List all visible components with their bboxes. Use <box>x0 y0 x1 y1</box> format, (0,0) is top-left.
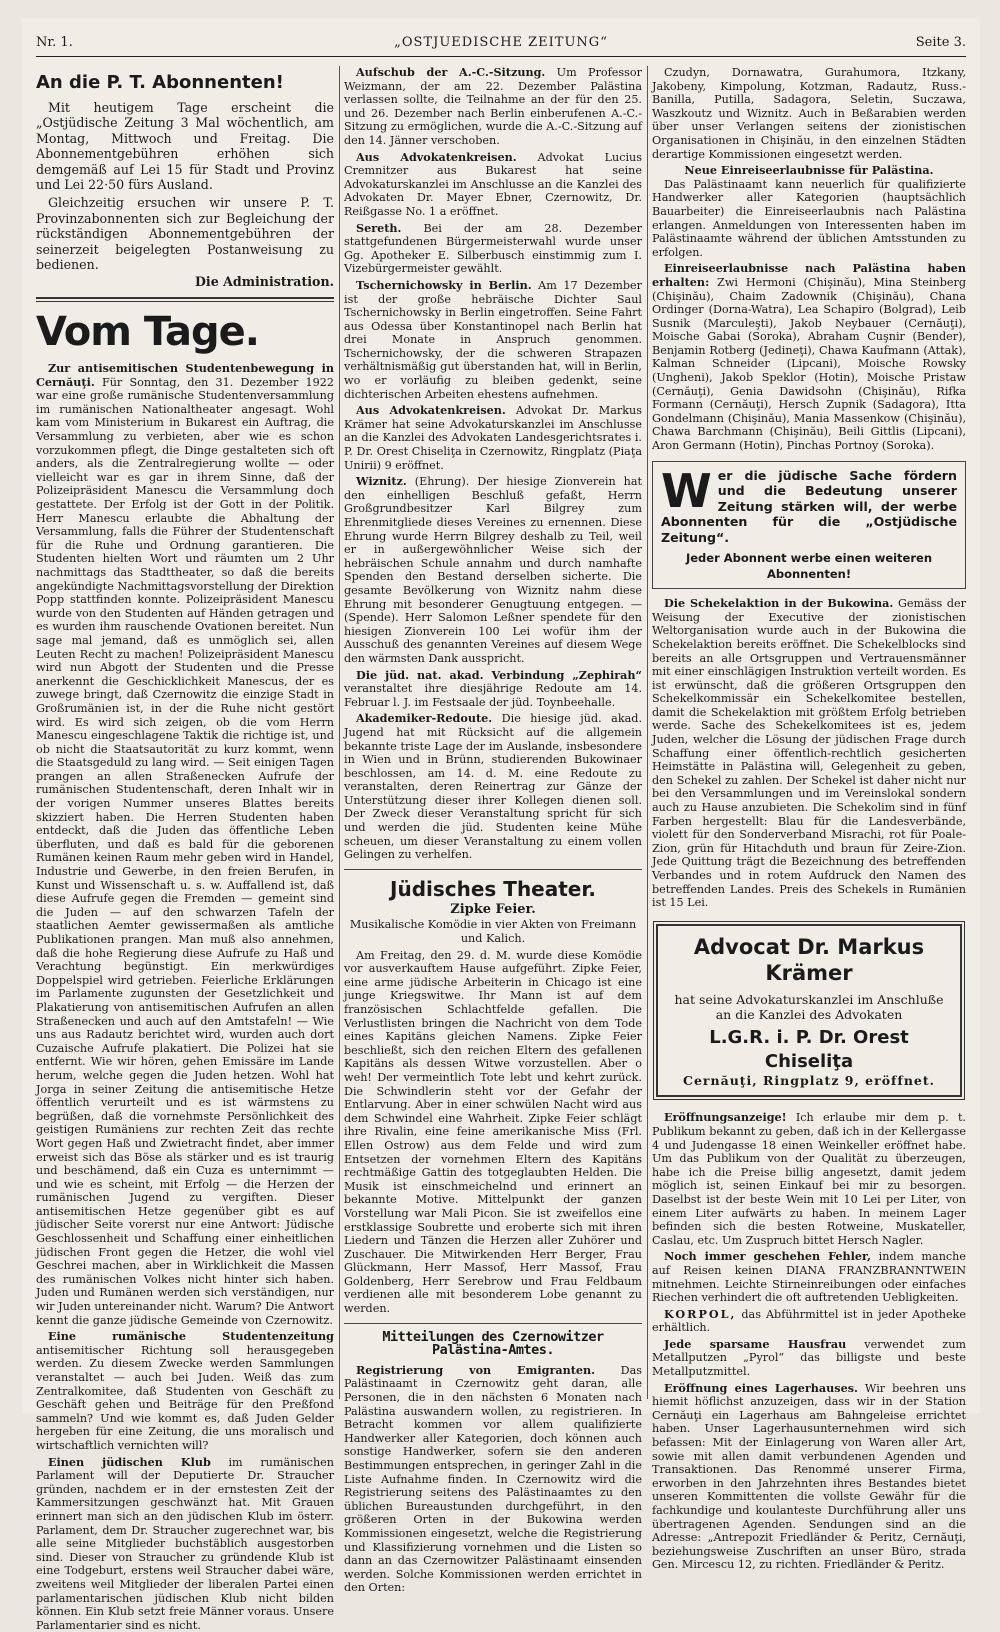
ad-korpol <box>652 1308 966 1335</box>
article-shekel <box>652 597 966 910</box>
article-lawyers-1 <box>344 151 642 219</box>
ad-title: Advocat Dr. Markus Krämer <box>693 934 925 985</box>
column-3 <box>652 66 967 1572</box>
article-lawyers-2 <box>344 404 642 472</box>
article-heading: Die Schekelaktion in der Bukowina. <box>664 596 894 611</box>
article-body: Für Sonntag, den 31. Dezember 1922 war eine große rumänische Studentenversammlung im rumänischen Nationaltheater angesagt. Wohl kam vom Ministerium in Bukarest ein Auftrag, die Versammlung zu verbieten, aber wie es schon vorzukommen pflegt, die Dinge gestalteten sich oft anders, als die Zentralregierung wollte — oder vielleicht war es gar in ihrem Sinne, daß der Polizeipräsident Manescu die Versammlung doch gestattete. Der Erfolg ist der Gott in der Politik. Herr Manescu erlaubte die Abhaltung der Versammlung, falls die Führer der Studentenschaft für die Ruhe und Ordnung garantieren. Die Studenten hielten Wort und räumten um 2 Uhr nachmittags das Stadttheater, so daß die bereits angekündigte Nachmittagsvorstellung der Direktion Popp stattfinden konnte. Polizeipräsident Manescu wurde von den Studenten auf Händen getragen und es wurden ihm rauschende Ovationen bereitet. Nun sage mal jemand, daß es unmöglich sei, allen Leuten Recht zu machen! Polizeipräsident Manescu wird nun Abgott der Studenten und die Presse anerkennt die Geschicklichkeit Manescus, der es zuwege bringt, daß Czernowitz die einzige Stadt in Großrumänien ist, in der die Ruhe nicht gestört wird. Es wird sich zeigen, ob die vom Herrn Manescu eingeschlagene Taktik die richtige ist, und ob nicht die Staatsautorität zu kurz kommt, wenn die Staatsgeduld zu lang wird. — Seit einigen Tagen prangen an allen Straßenecken Aufrufe der rumänischen Studentenschaft, deren Inhalt wir in der vorigen Nummer unseres Blattes bereits skizziert haben. Die Herren Studenten haben entdeckt, daß die Juden das öffentliche Leben überfluten, und daß es bald für die geborenen Rumänen keinen Raum mehr geben wird in Handel, Industrie und Gewerbe, in den freien Berufen, in Kunst und Wissenschaft u. s. w. Auffallend ist, daß diese Aufrufe gegen die Fremden — gemeint sind die Juden — auf den schwarzen Tafeln der staatlichen Aemter gewissermaßen als amtliche Publikationen prangen. Man muß also annehmen, daß die hohe Regierung diese Aufrufe zu Haß und Verachtung begünstigt. Ein merkwürdiges Doppelspiel wird getrieben. Feierliche Erklärungen im Parlamente zugunsten der Gesetzlichkeit und Plakatierung von antisemitischen Aufrufen an allen Straßenecken und auch auf den Amtstafeln! — Wie uns aus Radautz berichtet wird, wurden auch dort Cuzaische Aufrufe plakatiert. Die Polizei hat sie entfernt. Wie wir hören, gehen Emissäre im Lande herum, welche gegen die Juden hetzen. Wohl hat Jorga in seiner Zeitung die antisemitische Hetze öffentlich verurteilt und es ist wärmstens zu begrüßen, daß die vornehmste Persönlichkeit des geistigen Rumäniens zur rechten Zeit das rechte Wort gegen Haß und Zwietracht findet, aber immer erweist sich das Böse als stärker und es ist traurig und beschämend, daß ein Cuza es unternimmt — und wie es scheint, mit Erfolg — die Herzen der rumänischen Jugend zu vergiften. Dieser antisemitischen Hetze gegenüber gibt es auf jüdischer Seite vorerst nur eine Antwort: Jüdische Geschlossenheit und Schaffung einer einheitlichen jüdischen Front gegen die Hetzer, die wohl viel Geschrei machen, aber in Wirklichkeit die Massen des rumänischen Volkes nicht hinter sich haben. Juden und Rumänen werden sich verständigen, nur wir Juden untereinander nicht. Warum? Die Antwort kennt die ganze jüdische Gemeinde von Czernowitz. <box>36 375 335 1327</box>
article-new-permits: Das Palästinaamt kann neuerlich für qualifizierte Handwerker aller Kategorien (hauptsächlich Bauarbeiter) die Einreiseerlaubnis nach Palästina erlangen. Anmeldungen von Interessenten haben im Palästinaamte während der üblichen Amtsstunden zu erfolgen. <box>652 177 966 259</box>
column-divider <box>339 66 340 1399</box>
article-heading: Aus Advokatenkreisen. <box>356 149 517 164</box>
article-student-newspaper <box>36 1330 334 1452</box>
article-heading: Eröffnungsanzeige! <box>664 1110 787 1125</box>
running-header <box>36 32 966 54</box>
article-body: Zwi Hermoni (Chişinău), Mina Steinberg (Chişinău), Chaim Zadownik (Chişinău), Chana Ordinger (Dorna-Watra), Lea Schapiro (Bolgrad), Leib Susnik (Marculeşti), Jakob Neybauer (Cernăuţi), Moische Gabai (Soroka), Abraham Cuşnir (Bender), Benjamin Rotberg (Jedineţi), Chawa Kaufmann (Attak), Kalman Schneider (Lipcani), Moische Rowsky (Ungheni), Jakob Speklor (Hotin), Moische Pristaw (Cernăuţi), Genia Dawidsohn (Chişinău), Rifka Formann (Cernăuţi), Hersch Zupnik (Sadagora), Itta Gondelmann (Chişinău), Mania Massenkow (Chişinău), Chawa Barchmann (Chişinău), Beili Gittlis (Lipcani), Aron Germann (Hotin), Pinchas Portnoy (Soroka). <box>652 275 966 453</box>
article-heading: Zur antisemitischen Studentenbewegung in Cernăuţi. <box>36 361 334 389</box>
ad-warehouse <box>652 1382 966 1572</box>
article-body: verwendet zum Metallputzen „Pyrol“ das billigste und beste Metallputzmittel. <box>652 1337 967 1379</box>
article-wiznitz <box>344 475 642 665</box>
column-1 <box>36 66 335 1632</box>
article-heading: Registrierung von Emigranten. <box>356 1362 596 1377</box>
article-heading: Noch immer geschehen Fehler, <box>664 1249 872 1264</box>
article-heading: Einreiseerlaubnisse nach Palästina haben erhalten: <box>652 261 966 289</box>
ad-address: Cernăuţi, Ringplatz 9, eröffnet. <box>683 1072 935 1088</box>
article-body: Um Professor Weizmann, der am 22. Dezember Palästina verlassen sollte, die Teilnahme an der für den 25. und 26. Dezember nach Berlin einberufenen A.-C.-Sitzung zu ermöglichen, wurde die A.-C.-Sitzung auf den 14. Jänner verschoben. <box>344 66 642 147</box>
article-heading: Neue Einreiseerlaubnisse für Palästina. <box>684 163 934 178</box>
article-heading: Einen jüdischen Klub <box>48 1454 211 1469</box>
article-heading: Aufschub der A.-C.-Sitzung. <box>356 65 546 79</box>
article-jewish-club <box>36 1456 334 1632</box>
article-body: (Ehrung). Der hiesige Zionverein hat den einhelligen Beschluß gefaßt, Herrn Großgrundbesitzer Karl Bilgrey zum Ehrenmitgliede dieses Vereines zu ernennen. Diese Ehrung wurde Herrn Bilgrey deshalb zu Teil, weil er in außergewöhnlicher Weise sich der hebräischen Schule annahm und durch namhafte Spenden den Bestand derselben sicherte. Die gesamte Bevölkerung von Wiznitz nahm diese Ehrung mit besonderer Genugtuung entgegen. — (Spende). Herr Salomon Leßner spendete für den hiesigen Zionverein 100 Lei wofür ihm der Ausschuß des genannten Vereines auf diesem Wege den wärmsten Dank ausspricht. <box>344 475 642 665</box>
article-heading: Tschernichowsky in Berlin. <box>356 277 532 292</box>
subscriber-notice-text: Mit heutigem Tage erscheint die „Ostjüdische Zeitung 3 Mal wöchentlich, am Montag, Mittwoch und Freitag. Die Abonnementgebühren erhöhen sich demgemäß auf Lei 15 für Stadt und Provinz und Lei 22·50 fürs Ausland. <box>36 100 334 193</box>
section-rule <box>344 1323 642 1324</box>
article-permits-received <box>652 262 966 452</box>
article-body: antisemitischer Richtung soll herausgegeben werden. Zu diesem Zwecke werden Sammlungen veranstaltet — auch bei Juden. Weiß das zum Zentralkomitee, daß Studenten von Geschäft zu Geschäft gehen und Beiträge für den Preßfond sammeln? Und wie kommt es, daß Juden Gelder hergeben für eine Zeitung, die uns moralisch und wirtschaftlich vernichten will? <box>36 1343 334 1452</box>
palestine-office-title: Mitteilungen des Czernowitzer Palästina-Amtes. <box>382 1328 604 1359</box>
article-body: Das Palästinaamt in Czernowitz geht daran, alle Personen, die in den nächsten 6 Monaten nach Palästina auswandern wollen, zu registrieren. In Betracht kommen vor allem qualifizierte Handwerker aller Kategorien, doch können auch sonstige Handwerker, sofern sie den anderen Bestimmungen entsprechen, in geringer Zahl in die Liste Aufnahme finden. In Czernowitz wird die Registrierung seitens des Palästinaamtes zu den üblichen Bureaustunden durchgeführt, in den größeren Orten in der Bukowina werden Kommissionen eingesetzt, welche die Registrierung und Klassifizierung vornehmen und die Listen so dann an das Czernowitzer Palästinaamt einsenden werden. Solche Kommissionen werden errichtet in den Orten: <box>344 1363 642 1595</box>
article-heading: Eröffnung eines Lagerhauses. <box>664 1380 858 1395</box>
appeal-text: er die jüdische Sache fördern und die Bedeutung unserer Zeitung stärken will, der werbe Abonnenten für die „Ostjüdische Zeitung“. <box>661 467 957 545</box>
article-body: Ich erlaube mir dem p. t. Publikum bekannt zu geben, daß ich in der Kellergasse 4 und Judengasse 18 einen Weinkeller eröffnet habe. Um das Publikum von der Qualität zu überzeugen, habe ich die Preise billig angesetzt, damit jedem möglich ist, seinen Einkauf bei mir zu besorgen. Daselbst ist der beste Wein mit 10 Lei per Liter, von einem Liter aufwärts zu haben. In meinem Lager befinden sich die besten Rotweine, Muskateller, Caslau, etc. Um Zuspruch bittet Hersch Nagler. <box>652 1111 966 1247</box>
article-heading: KORPOL, <box>664 1306 737 1321</box>
article-zephirah <box>344 669 642 710</box>
article-sereth <box>344 222 642 276</box>
ad-name: L.G.R. i. P. Dr. Orest Chiseliţa <box>709 1026 909 1072</box>
play-review: Am Freitag, den 29. d. M. wurde diese Komödie vor ausverkauftem Hause aufgeführt. Zipke Feier, eine arme jüdische Arbeiterin in Chicago ist eine junge Kriegswitwe. Ihr Mann ist auf dem französischen Schlachtfelde gefallen. Die Verlustlisten bringen die Nachricht von dem Tode eines Kapitäns gleichen Namens. Zipke Feier beschließt, sich den reichen Eltern des gefallenen Kapitäns als dessen Witwe vorzustellen. Aber o weh! Der vermeintlich Tote lebt und kehrt zurück. Die Schwindlerin steht vor der Gefahr der Entlarvung. Aber in einer schwülen Nacht wird aus dem Schwindel eine Wahrheit. Zipke Feier schlägt ihre Rivalin, eine feine amerikanische Miss (Frl. Ellen Ostrow) aus dem Felde und wird zum Entsetzen der vornehmen Eltern des Kapitäns rechtmäßige Gattin des totgeglaubten Helden. Die Musik ist einschmeichelnd und erinnert an bekannte Motive. Mittelpunkt der ganzen Vorstellung war Mali Picon. Sie ist zweifellos eine erstklassige Soubrette und eroberte sich mit ihren Liedern und Tänzen die Herzen aller Zuhörer und Zuschauer. Die Mitwirkenden Herr Berger, Frau Glückmann, Herr Massof, Herr Massof, Frau Goldenberg, Herr Serebrow und Frau Feldbaum verdienen alle mit besonderem Lobe genannt zu werden. <box>344 948 642 1316</box>
article-body: Bei der am 28. Dezember stattgefundenen Bürgermeisterwahl wurde unser Gg. Apotheker E. Silberbusch einstimmig zum I. Vizebürgermeister gewählt. <box>344 221 642 276</box>
theater-section-title: Jüdisches Theater. <box>390 876 596 901</box>
play-title: Zipke Feier. <box>450 901 536 917</box>
article-redoute <box>344 712 642 862</box>
article-body: Advokat Dr. Markus Krämer hat seine Advokaturskanzlei im Anschlusse an die Kanzlei des Advokaten Landesgerichtsrates i. P. Dr. Orest Chiseliţa in Czernowitz, Ringplatz (Piaţa Unirii) 9 eröffnet. <box>344 404 642 472</box>
article-student-movement <box>36 362 334 1327</box>
article-ac-session <box>344 66 642 148</box>
article-body: veranstaltet ihre diesjährige Redoute am 14. Februar l. J. im Festsaale der jüd. Toynbeehalle. <box>344 682 642 709</box>
article-heading: Akademiker-Redoute. <box>356 711 493 726</box>
section-title-vom-tage: Vom Tage. <box>36 309 259 356</box>
article-body: Die hiesige jüd. akad. Jugend hat mit Rücksicht auf die allgemein bekannte triste Lage der im Auslande, insbesondere in Wien und in Brünn, studierenden Bukowinaer beschlossen, am 14. d. M. eine Redoute zu veranstalten, deren Reinertrag zur Gänze der Unterstützung dieser ihrer Kollegen dienen soll. Der Zweck dieser Veranstaltung spricht für sich und werden die jüd. Studenten keine Mühe scheuen, um dieser Veranstaltung zu einem vollen Gelingen zu verhelfen. <box>344 712 643 862</box>
lawyer-advertisement <box>656 924 962 1098</box>
article-heading: Die jüd. nat. akad. Verbindung „Zephirah“ <box>356 667 642 682</box>
column-divider <box>647 66 648 1399</box>
play-subtitle: Musikalische Komödie in vier Akten von Freimann und Kalich. <box>349 918 637 946</box>
subscriber-notice-text-2: Gleichzeitig ersuchen wir unsere P. T. Provinzabonnenten sich zur Begleichung der rückständigen Abonnementgebühren der seinerzeit beigelegten Postanweisung zu bedienen. <box>36 195 334 273</box>
article-body: Am 17 Dezember ist der große hebräische Dichter Saul Tschernichowsky in Berlin eingetroffen. Seine Fahrt aus Odessa über Konstantinopel nach Berlin hat drei Monate in Anspruch genommen. Tschernichowsky, der die schweren Strapazen verhältnismäßig gut überstanden hat, will in Berlin, wo er vorläufig zu bleiben gedenkt, seine dichterischen Arbeiten ehestens aufnehmen. <box>344 278 642 401</box>
article-heading: Jede sparsame Hausfrau <box>664 1336 847 1351</box>
header-rule <box>36 56 966 57</box>
article-heading: Wiznitz. <box>356 474 407 489</box>
article-body: Gemäss der Weisung der Executive der zionistischen Weltorganisation wurde auch in der Bukowina die Schekelaktion bereits eröffnet. Die Schekelblocks sind bereits an alle Ortsgruppen und Vertrauensmänner mit einer einschlägigen Instruktion verteilt worden. Es ist erwünscht, daß die größeren Ortsgruppen den Schekelkommissär ein Schekelkomitee bestellen, damit die Schekelaktion mit größtem Erfolg betrieben werde. Sache des Schekelkomitees ist es, jedem Juden, welcher die Lösung der jüdischen Frage durch Schaffung einer öffentlich-rechtlich gesicherten Heimstätte in Palästina will, Gelegenheit zu geben, den Schekel zu zahlen. Der Schekel ist daher nicht nur bei den Versammlungen und im Vereinslokal sondern auch zu Hause anzubieten. Die Schekolim sind in fünf Farben hergestellt: Blau für die Landesverbände, violett für den Sonderverband Misrachi, rot für Poale-Zion, grün für Hitachduth und braun für Zeire-Zion. Jede Quittung trägt die Bezeichnung des betreffenden Verbandes und in rotem Aufdruck den Namen des betreffenden Landes. Preis des Schekels in Rumänien ist 15 Lei. <box>652 597 966 910</box>
ad-wine-cellar <box>652 1111 966 1247</box>
subscription-appeal-box <box>652 461 966 590</box>
column-2 <box>344 65 643 1595</box>
article-body: indem manche auf Reisen keinen DIANA FRANZBRANNTWEIN mitnehmen. Leichte Stirneinreibungen oder einfaches Riechen verhindert die oft auftretenden Uebligkeiten. <box>652 1250 966 1305</box>
page-number: Seite 3. <box>915 35 966 50</box>
article-tschernichowsky <box>344 279 642 401</box>
section-rule <box>344 869 642 870</box>
section-rule <box>36 297 334 302</box>
ad-diana <box>652 1250 966 1304</box>
article-heading: Sereth. <box>356 220 402 235</box>
ad-pyrol <box>652 1338 966 1379</box>
article-heading: Eine rumänische Studentenzeitung <box>48 1329 334 1344</box>
issue-number: Nr. 1. <box>36 35 73 50</box>
subscriber-notice-signature: Die Administration. <box>195 274 334 290</box>
article-registration <box>344 1364 642 1595</box>
subscriber-notice-title: An die P. T. Abonnenten! <box>36 72 284 93</box>
article-body: Advokat Lucius Cremnitzer aus Bukarest hat seine Advokaturskanzlei im Anschlusse an die Kanzlei des Advokaten Dr. Mayer Ebner, Czernowitz, Dr. Reißgasse No. 1 a eröffnet. <box>344 150 642 218</box>
article-body: im rumänischen Parlament will der Deputierte Dr. Straucher gründen, nachdem er in der ernstesten Zeit der Kammersitzungen geschwänzt hat. Mit Grauen erinnert man sich an den jüdischen Klub im österr. Parlament, dem Dr. Straucher zugerechnet war, bis alle seine Mitglieder buchstäblich ausgestorben sind. Dieser von Straucher zu gründende Klub ist eine Todgeburt, erstens weil Straucher dabei wäre, zweitens weil Mitglieder der liberalen Partei einen parlamentarischen jüdischen Klub nicht bilden können. Ein Klub setzt freie Männer voraus. Unsere Parlamentarier sind es nicht. <box>36 1455 334 1632</box>
ad-signature: Friedländer & Peritz. <box>823 1558 945 1572</box>
newspaper-title: „OSTJUEDISCHE ZEITUNG“ <box>394 35 608 50</box>
article-body: Wir beehren uns hiemit höflichst anzuzeigen, dass wir in der Station Cernăuţi ein Lagerhaus am Bahngeleise errichtet haben. Unser Lagerhausunternehmen wird sich befassen: Mit der Einlagerung von Waren aller Art, sowie mit allen damit verbundenen Agenden und Transaktionen. Das Renommé unserer Firma, erworben in den Jahrzehnten ihres Bestandes bietet unseren Kommittenten die vollste Gewähr für die fachkundige und koulanteste Durchführung aller uns übertragenen Agenden. Sendungen sind an die Adresse: „Antrepozit Friedländer & Peritz, Cernăuţi, beziehungsweise Zuschriften an unser Büro, strada Gen. Mircescu 12, zu richten. <box>652 1381 966 1572</box>
newspaper-page <box>22 18 980 1632</box>
ad-text: hat seine Advokaturskanzlei im Anschluße an die Kanzlei des Advokaten <box>674 991 944 1022</box>
appeal-footer: Jeder Abonnent werbe einen weiteren Abonnenten! <box>685 551 933 581</box>
article-body: das Abführmittel ist in jeder Apotheke erhältlich. <box>652 1307 966 1335</box>
registration-places: Czudyn, Dornawatra, Gurahumora, Itzkany, Jakobeny, Kimpolung, Kotzman, Radautz, Russ.-Banilla, Putilla, Sadagora, Seletin, Suczawa, Waszkoutz und Wiznitz. Auch in Beßarabien werden über unser Verlangen seitens der zionistischen Organisationen in Chişinău, in den einzelnen Städten derartige Kommissionen eingesetzt werden. <box>652 66 966 161</box>
article-heading: Aus Advokatenkreisen. <box>356 403 506 418</box>
drop-cap: W <box>661 463 712 518</box>
